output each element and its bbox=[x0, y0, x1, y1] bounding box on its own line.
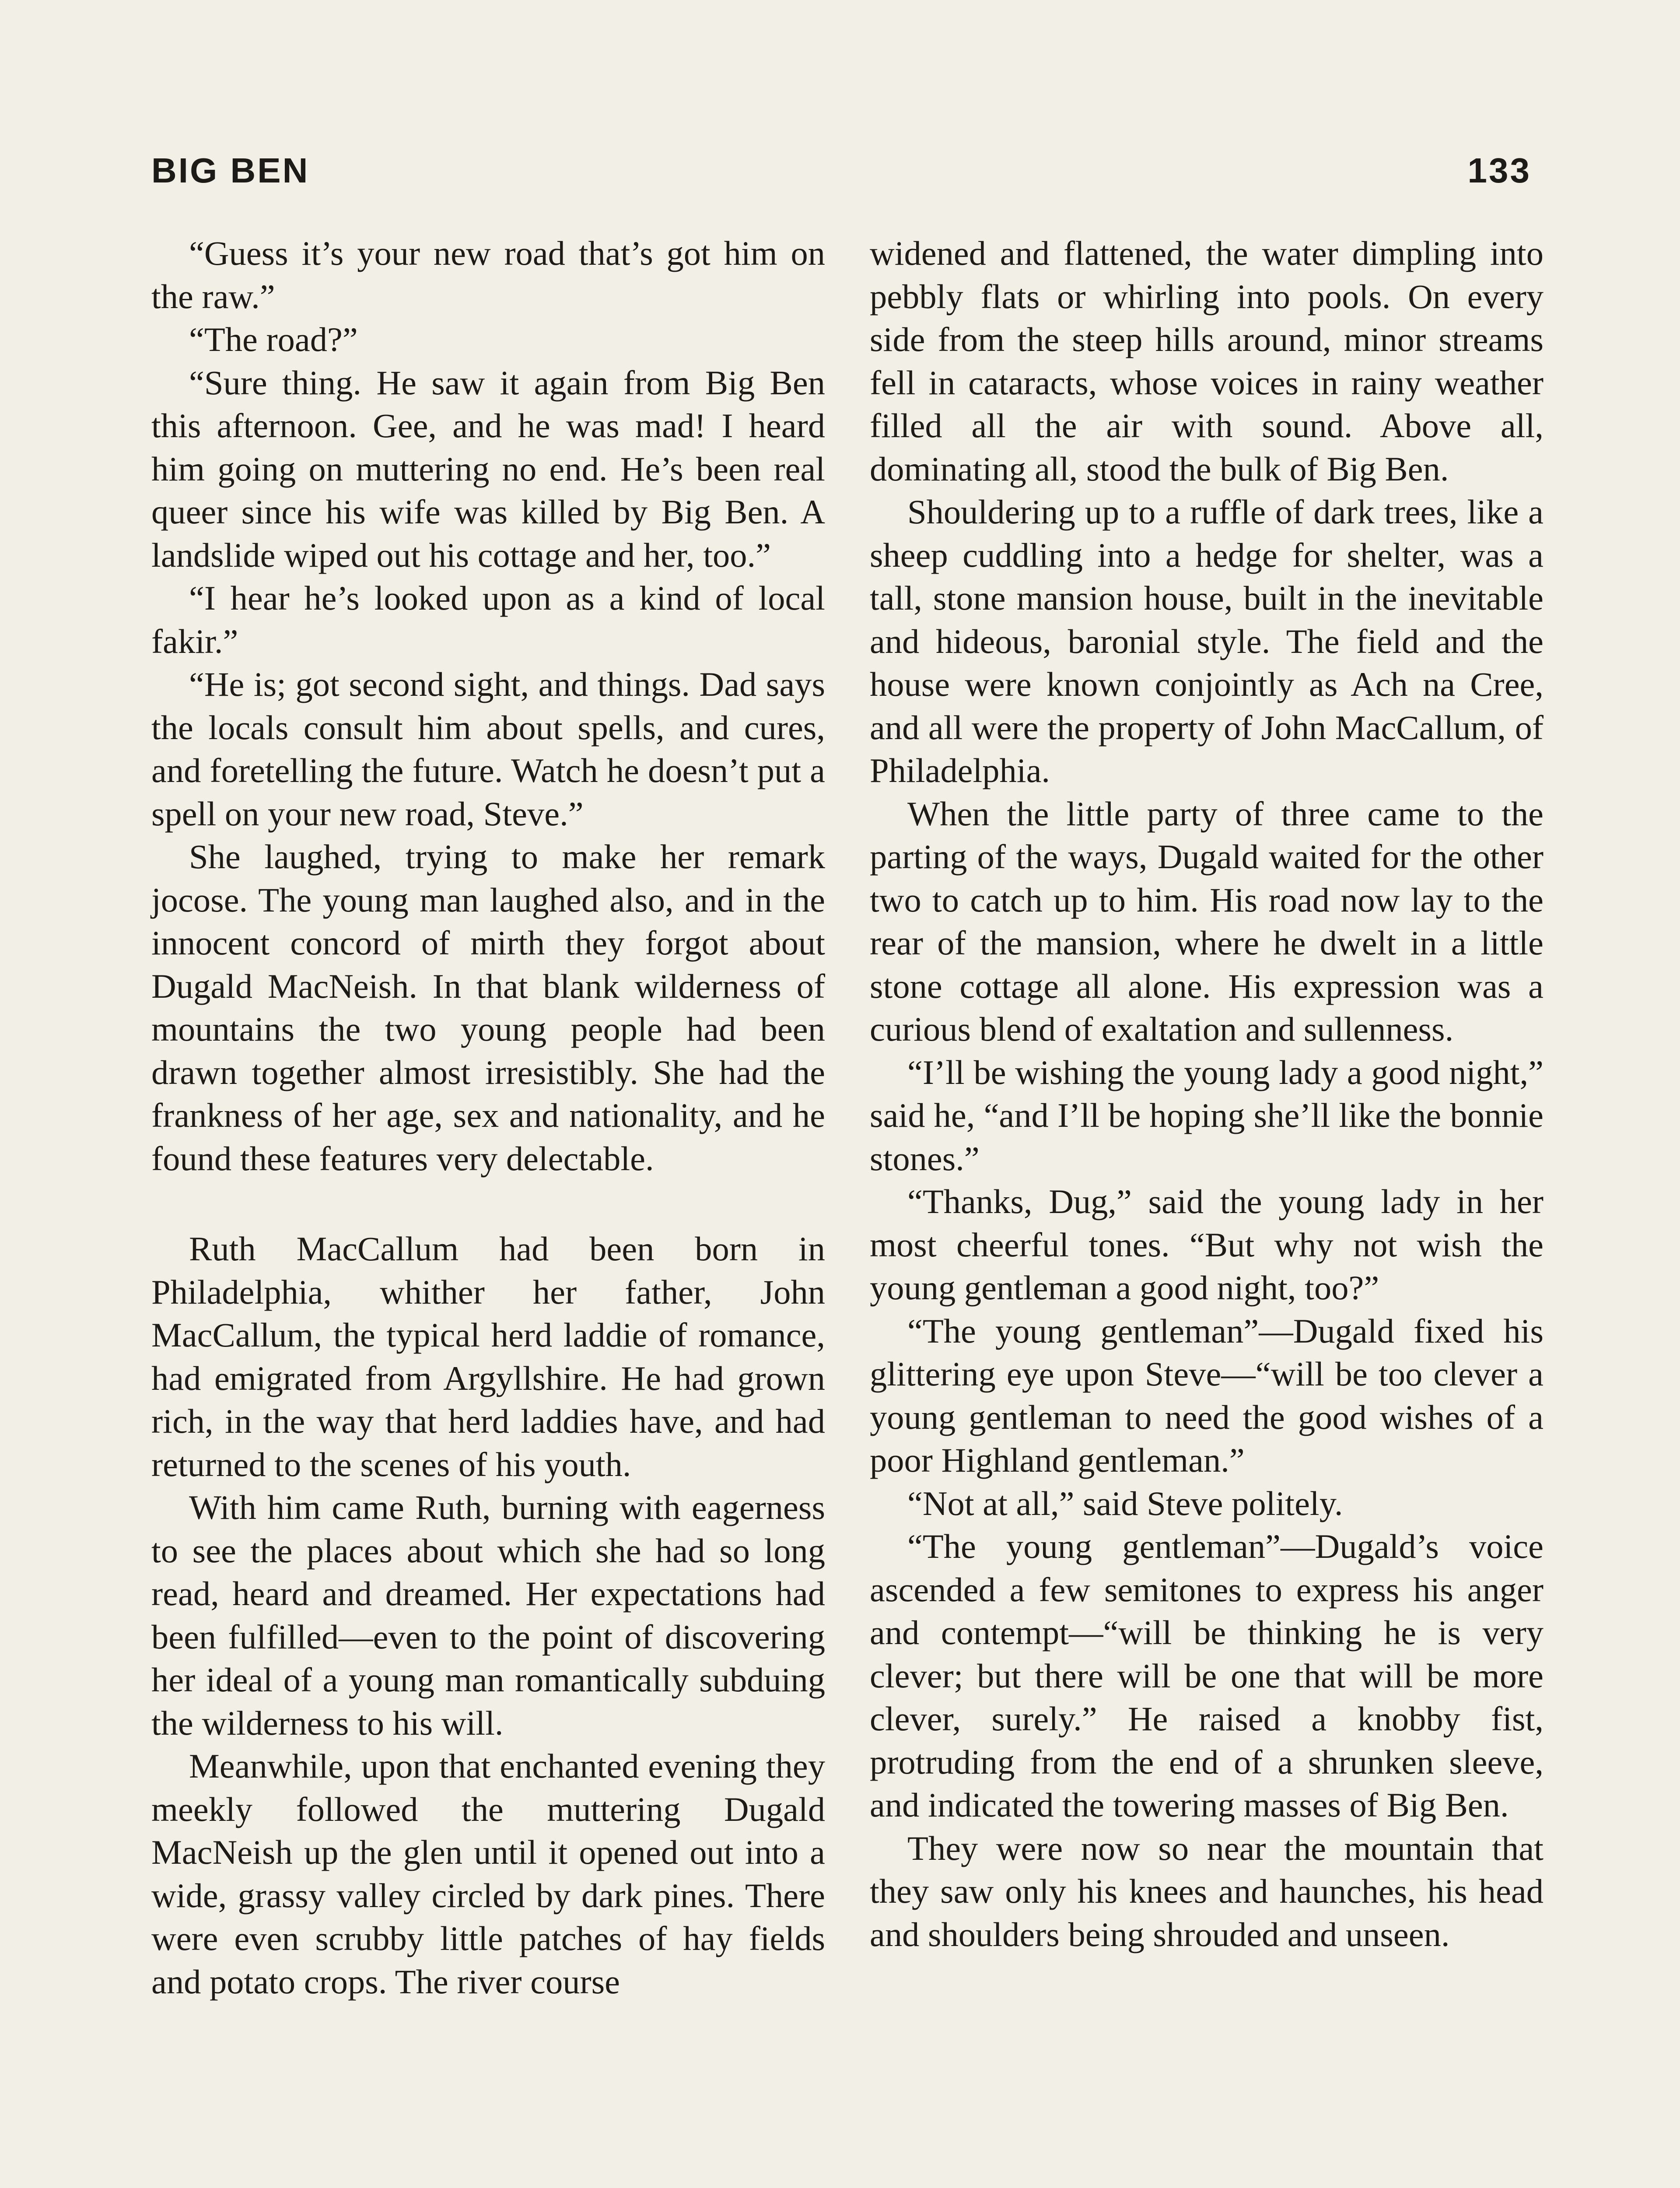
paragraph: “Guess it’s your new road that’s got him on the raw.” bbox=[151, 234, 825, 316]
paragraph: “I hear he’s looked upon as a kind of local fakir.” bbox=[151, 579, 825, 660]
text-column-left bbox=[151, 232, 825, 2188]
text-column-right bbox=[870, 232, 1544, 2188]
page-header bbox=[151, 144, 1531, 197]
paragraph: They were now so near the mountain that they saw only his knees and haunches, his head and shoulders being shrouded and unseen. bbox=[870, 1829, 1544, 1953]
paragraph: “The road?” bbox=[189, 320, 358, 358]
paragraph: “Thanks, Dug,” said the young lady in her most cheerful tones. “But why not wish the young gentleman a good night, too?” bbox=[870, 1182, 1544, 1307]
paragraph: Shouldering up to a ruffle of dark trees, like a sheep cuddling into a hedge for shelter, was a tall, stone mansion house, built in the inevitable and hideous, baronial style. The field and the house were known conjointly as Ach na Cree, and all were the property of John MacCallum, of Philadelphia. bbox=[870, 493, 1544, 789]
page-number: 133 bbox=[1467, 151, 1531, 190]
running-title: BIG BEN bbox=[151, 151, 310, 190]
paragraph: “The young gentleman”—Dugald fixed his glittering eye upon Steve—“will be too clever a young gentleman to need the good wishes of a poor Highland gentleman.” bbox=[870, 1311, 1544, 1479]
paragraph: “The young gentleman”—Dugald’s voice ascended a few semitones to express his anger and contempt—“will be thinking he is very clever; but there will be one that will be more clever, surely.” He raised a knobby fist, protruding from the end of a shrunken sleeve, and indicated the towering masses of Big Ben. bbox=[870, 1527, 1544, 1824]
paragraph: “Not at all,” said Steve politely. bbox=[907, 1484, 1343, 1522]
paragraph: “Sure thing. He saw it again from Big Ben this afternoon. Gee, and he was mad! I heard him going on muttering no end. He’s been real queer since his wife was killed by Big Ben. A landslide wiped out his cottage and her, too.” bbox=[151, 363, 825, 574]
paragraph: “He is; got second sight, and things. Dad says the locals consult him about spells, and cures, and foretelling the future. Watch he doesn’t put a spell on your new road, Steve.” bbox=[151, 665, 825, 833]
paragraph: Meanwhile, upon that enchanted evening they meekly followed the muttering Dugald MacNeish up the glen until it opened out into a wide, grassy valley circled by dark pines. There were even scrubby little patches of hay fields and potato crops. The river course bbox=[151, 1747, 825, 2001]
paragraph: When the little party of three came to the parting of the ways, Dugald waited for the other two to catch up to him. His road now lay to the rear of the mansion, where he dwelt in a little stone cottage all alone. His expression was a curious blend of exaltation and sullenness. bbox=[870, 794, 1544, 1048]
paragraph: She laughed, trying to make her remark jocose. The young man laughed also, and in the innocent concord of mirth they forgot about Dugald MacNeish. In that blank wilderness of mountains the two young people had been drawn together almost irresistibly. She had the frankness of her age, sex and nationality, and he found these features very delectable. bbox=[151, 838, 825, 1178]
paragraph: With him came Ruth, burning with eagerness to see the places about which she had so long read, heard and dreamed. Her expectations had been fulfilled—even to the point of discovering her ideal of a young man romantically subduing the wilderness to his will. bbox=[151, 1488, 825, 1742]
paragraph: Ruth MacCallum had been born in Philadelphia, whither her father, John MacCallum, the typical herd laddie of romance, had emigrated from Argyllshire. He had grown rich, in the way that herd laddies have, and had returned to the scenes of his youth. bbox=[151, 1230, 825, 1483]
paragraph: “I’ll be wishing the young lady a good night,” said he, “and I’ll be hoping she’ll like the bonnie stones.” bbox=[870, 1053, 1544, 1178]
paragraph: widened and flattened, the water dimpling into pebbly flats or whirling into pools. On every side from the steep hills around, minor streams fell in cataracts, whose voices in rainy weather filled all the air with sound. Above all, dominating all, stood the bulk of Big Ben. bbox=[870, 234, 1544, 488]
